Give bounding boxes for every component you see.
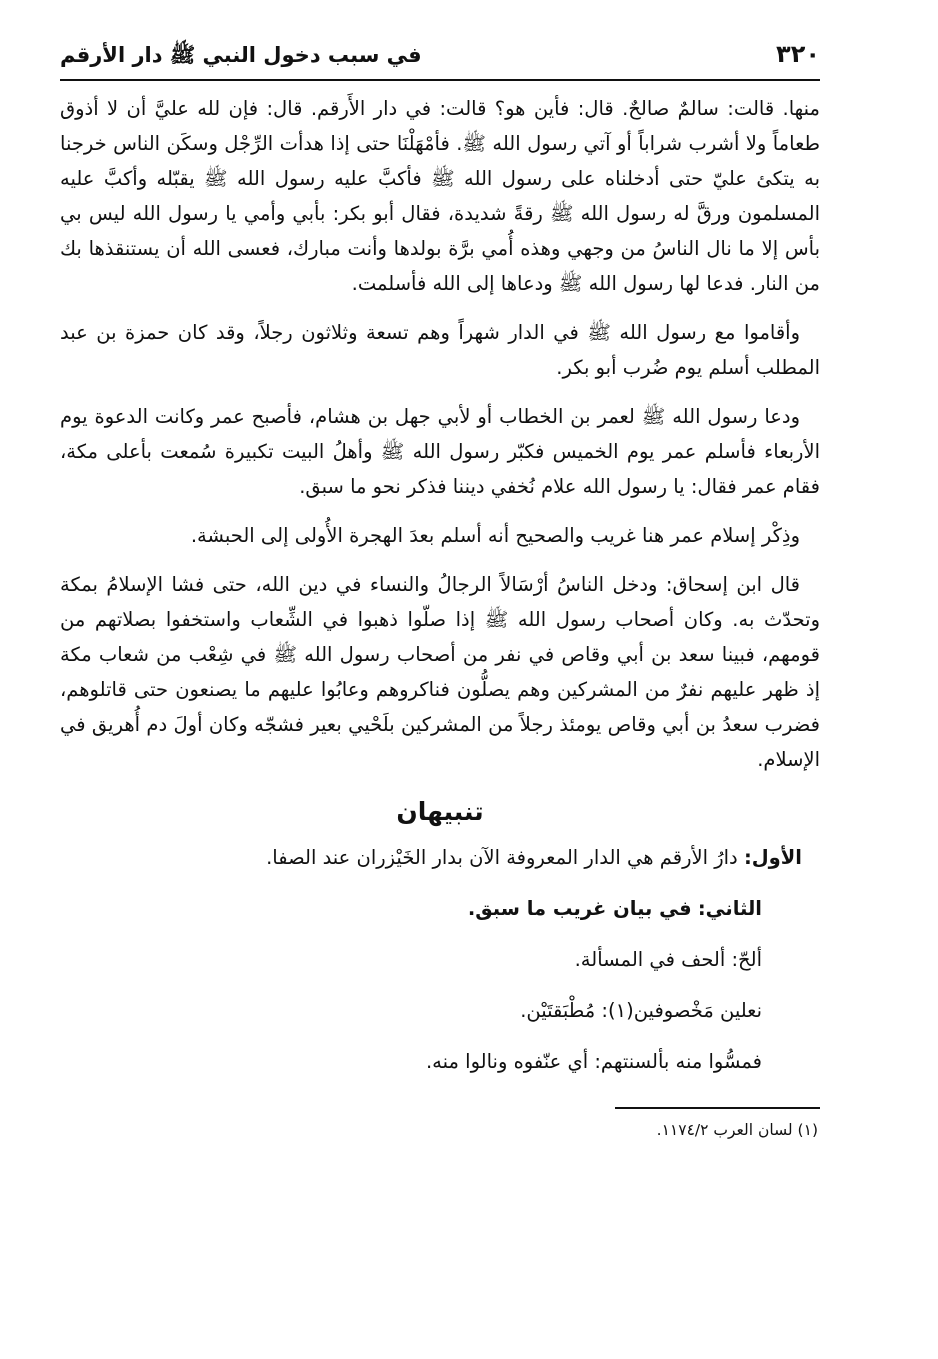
paragraph: وأقاموا مع رسول الله ﷺ في الدار شهراً وهم تسعة وثلاثون رجلاً، وقد كان حمزة بن عبد المطلب أسلم يوم ضُرب أبو بكر. [60,321,820,379]
footnote-divider [615,1107,820,1109]
chapter-title: في سبب دخول النبي ﷺ دار الأرقم [60,43,422,67]
paragraph: منها. قالت: سالمٌ صالحٌ. قال: فأين هو؟ قالت: في دار الأَرقم. قال: فإن لله عليَّ أن لا أذوق طعاماً ولا أشرب شراباً أو آتي رسول الله ﷺ. فأمْهَلْنَا حتى إذا هدأت الرِّجْل وسكَن الناس خرجنا به يتكئ عليّ حتى أدخلناه على رسول الله ﷺ فأكبَّ عليه رسول الله ﷺ يقبّله وأكبَّ عليه المسلمون ورقَّ له رسول الله ﷺ رقةً شديدة، فقال أبو بكر: بأبي وأمي يا رسول الله ليس بي بأس إلا ما نال الناسُ من وجهي وهذه أُمي برَّة بولدها وأنت مبارك، فعسى الله أن يستنقذها بك من النار. فدعا لها رسول الله ﷺ ودعاها إلى الله فأسلمت. [60,97,820,295]
section-title: تنبيهان [396,797,484,826]
note-first-label: الأول: [743,846,802,869]
note-first-text: دارُ الأرقم هي الدار المعروفة الآن بدار الخَيْزران عند الصفا. [266,846,738,869]
note-second-label: الثاني: [697,897,762,920]
book-page [60,40,820,1143]
notes-section [60,840,820,1079]
note-first [60,840,802,875]
running-header [60,40,820,81]
footnote: (١) لسان العرب ١١٧٤/٢. [656,1121,818,1139]
main-text [60,91,820,777]
paragraph: قال ابن إسحاق: ودخل الناسُ أرْسَالاً الرجالُ والنساء في دين الله، حتى فشا الإسلامُ بمكة وتحدّث به. وكان أصحاب رسول الله ﷺ إذا صلّوا ذهبوا في الشِّعاب واستخفوا بصلاتهم من قومهم، فبينا سعد بن أبي وقاص في نفر من أصحاب رسول الله ﷺ في شِعْب من شعاب مكة إذ ظهر عليهم نفرٌ من المشركين وهم يصلُّون فناكروهم وعابُوا عليهم ما يصنعون حتى قاتلوهم، فضرب سعدُ بن أبي وقاص يومئذ رجلاً من المشركين بلَحْيي بعير فشجّه وكان أولَ دم أُهريق في الإسلام. [60,573,820,771]
paragraph: وذِكْر إسلام عمر هنا غريب والصحيح أنه أسلم بعدَ الهجرة الأُولى إلى الحبشة. [190,524,800,547]
note-second-text: في بيان غريب ما سبق. [467,897,692,920]
note-second [60,891,802,926]
gloss-item: نعلين مَخْصوفين(١): مُطْبَقتَيْن. [520,999,762,1022]
gloss-item: فمسُّوا منه بألسنتهم: أي عنّفوه ونالوا منه. [425,1050,762,1073]
page-number: ٣٢٠ [776,40,820,68]
gloss-item: ألحّ: ألحف في المسألة. [574,948,762,971]
paragraph: ودعا رسول الله ﷺ لعمر بن الخطاب أو لأبي جهل بن هشام، فأصبح عمر وكانت الدعوة يوم الأربعاء فأسلم عمر يوم الخميس فكبّر رسول الله ﷺ وأهلُ البيت تكبيرة سُمعت بأعلى مكة، فقام عمر فقال: يا رسول الله علام نُخفي ديننا فذكر نحو ما سبق. [60,405,820,498]
